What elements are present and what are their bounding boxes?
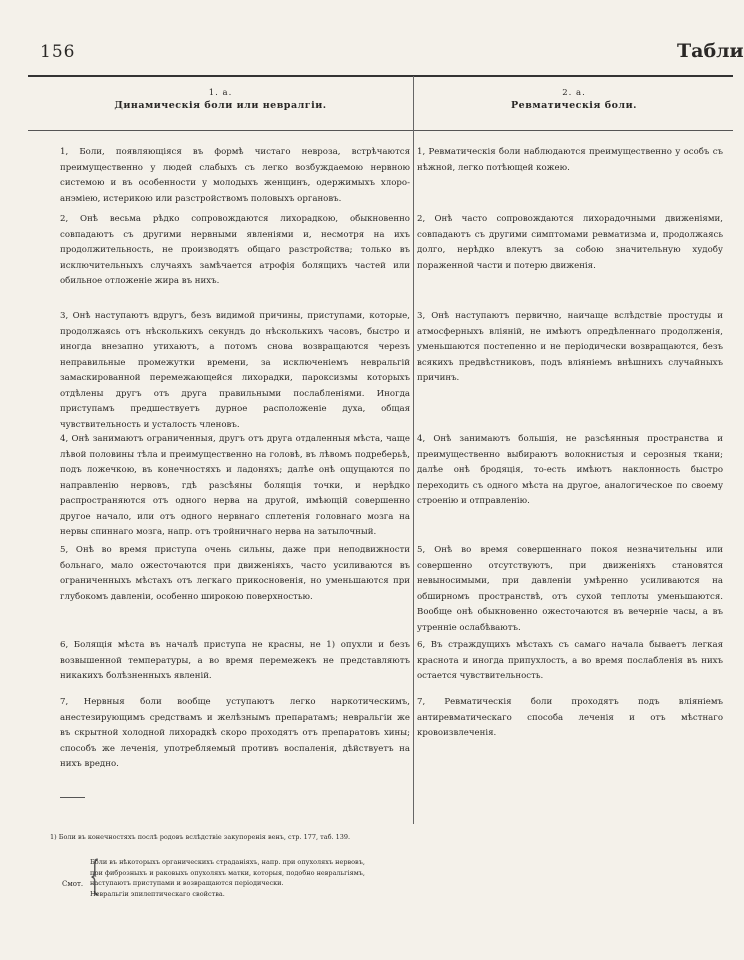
left-item-4: 4, Онѣ занимаютъ ограниченныя, другъ отъ друга отдаленныя мѣста, чаще лѣвой половины тѣла и преимущественно на головѣ, въ лѣвомъ подреберьѣ, подъ ложечкою, въ конечностяхъ и ладоняхъ; далѣе онѣ ощущаются по направленію нервовъ, гдѣ разсѣяны болящія точки, и нерѣдко распространяются отъ одного нерва на другой, имѣющій совершенно другое начало, или отъ одного нервнаго сплетенія головнаго мозга на нервы спиннаго мозга, напр. отъ тройничнаго нерва на затылочный. [60,434,410,537]
column-number: 2. a. [562,88,586,98]
right-item-1: 1, Ревматическія боли наблюдаются преимущественно у особъ съ нѣжной, легко потѣющей кожею. [417,147,723,173]
footnote: 1) Боли въ конечностяхъ послѣ родовъ вслѣдствіе закупоренія венъ, стр. 177, таб. 139. [50,833,351,841]
header-rule [28,130,733,131]
page-number: 156 [40,42,76,62]
left-item-1: 1, Боли, появляющіяся въ формѣ чистаго невроза, встрѣчаются преимущественно у людей слабыхъ съ легко возбуждаемою нервною системою и въ особенности у молодыхъ женщинъ, одержимыхъ хлоро-анэміею, истерикою или разстройствомъ половыхъ органовъ. [60,147,410,204]
column-divider [413,76,414,824]
see-label: Смот. [62,880,84,888]
right-item-6: 6, Въ страждущихъ мѣстахъ съ самаго начала бываетъ легкая краснота и иногда припухлость, а во время послабленія въ нихъ остается чувствительность. [417,640,723,681]
page-heading: Табли [677,40,744,62]
brace-icon: { [89,853,100,899]
right-item-4: 4, Онѣ занимаютъ большія, не разсѣянныя пространства и преимущественно выбираютъ волокнистыя и серозныя ткани; далѣе онѣ бродяція, то-есть имѣютъ наклонность быстро переходить съ одного мѣста на другое, аналогическое по своему строенію и отправленію. [417,434,723,506]
left-item-3: 3, Онѣ наступаютъ вдругъ, безъ видимой причины, приступами, которые, продолжаясь отъ нѣсколькихъ секундъ до нѣсколькихъ часовъ, быстро и иногда внезапно утихаютъ, а потомъ снова возвращаются черезъ неправильные промежутки времени, за исключеніемъ невральгій замаскированной перемежающейся лихорадки, пароксизмы которыхъ отдѣлены другъ отъ друга правильными послабленіями. Иногда приступамъ предшествуетъ дурное расположеніе духа, общая чувствительность и усталость членовъ. [60,311,410,430]
column-header-left [28,88,413,111]
right-item-7: 7, Ревматическія боли проходятъ подъ вліяніемъ антиревматическаго способа леченія и отъ мѣстнаго кровоизвлеченія. [417,697,723,738]
column-title: Ревматическія боли. [511,100,637,111]
footnote-separator [60,797,85,798]
column-number: 1. a. [208,88,233,98]
see-list [89,853,365,899]
left-item-5: 5, Онѣ во время приступа очень сильны, даже при неподвижности больнаго, мало ожесточаются при движеніяхъ, часто усиливаются въ ограниченныхъ мѣстахъ отъ легкаго прикосновенія, но уменьшаются при глубокомъ давленіи, особенно широкою поверхностью. [60,545,410,602]
column-header-right [415,88,733,111]
left-item-2: 2, Онѣ весьма рѣдко сопровождаются лихорадкою, обыкновенно совпадаютъ съ другими нервными явленіями и, несмотря на ихъ продолжительность, не производятъ общаго разстройства; только въ исключительныхъ случаяхъ замѣчается атрофія болящихъ частей или обильное отложеніе жира въ нихъ. [60,214,410,286]
see-line: при фиброзныхъ и раковыхъ опухоляхъ матки, которыя, подобно невральгіямъ, [90,868,365,877]
right-item-2: 2, Онѣ часто сопровождаются лихорадочными движеніями, совпадаютъ съ другими симптомами ревматизма и, продолжаясь долго, нерѣдко влекутъ за собою значительную худобу пораженной части и потерю движенія. [417,214,723,271]
right-item-5: 5, Онѣ во время совершеннаго покоя незначительны или совершенно отсутствуютъ, при движеніяхъ становятся невыносимыми, при давленіи умѣренно усиливаются на обширномъ пространствѣ, отъ сухой теплоты уменьшаются. Вообще онѣ обыкновенно ожесточаются въ вечерніе часы, а въ утренніе ослабѣваютъ. [417,545,723,633]
right-item-3: 3, Онѣ наступаютъ первично, наичаще вслѣдствіе простуды и атмосферныхъ вліяній, не имѣютъ опредѣленнаго продолженія, уменьшаются постепенно и не періодически возвращаются, безъ всякихъ предвѣстниковъ, подъ вліяніемъ внѣшнихъ случайныхъ причинъ. [417,311,723,383]
see-line: наступаютъ приступами и возвращаются періодически. [90,879,284,887]
left-item-7: 7, Нервныя боли вообще уступаютъ легко наркотическимъ, анестезирующимъ средствамъ и желѣзнымъ препаратамъ; невральгіи же въ скрытной холодной лихорадкѣ скоро проходятъ отъ препаратовъ хины; способъ же леченія, употребляемый противъ воспаленія, дѣйствуетъ на нихъ вредно. [60,697,410,769]
top-rule [28,75,733,77]
column-title: Динамическія боли или невралгіи. [114,100,327,111]
left-item-6: 6, Болящія мѣста въ началѣ приступа не красны, не 1) опухли и безъ возвышенной температуры, а во время перемежекъ не представляютъ никакихъ болѣзненныхъ явленій. [60,640,410,681]
see-line: Боли въ нѣкоторыхъ органическихъ страданіяхъ, напр. при опухоляхъ нервовъ, [90,858,365,866]
see-line: Невральгіи эпилептическаго свойства. [90,889,225,898]
